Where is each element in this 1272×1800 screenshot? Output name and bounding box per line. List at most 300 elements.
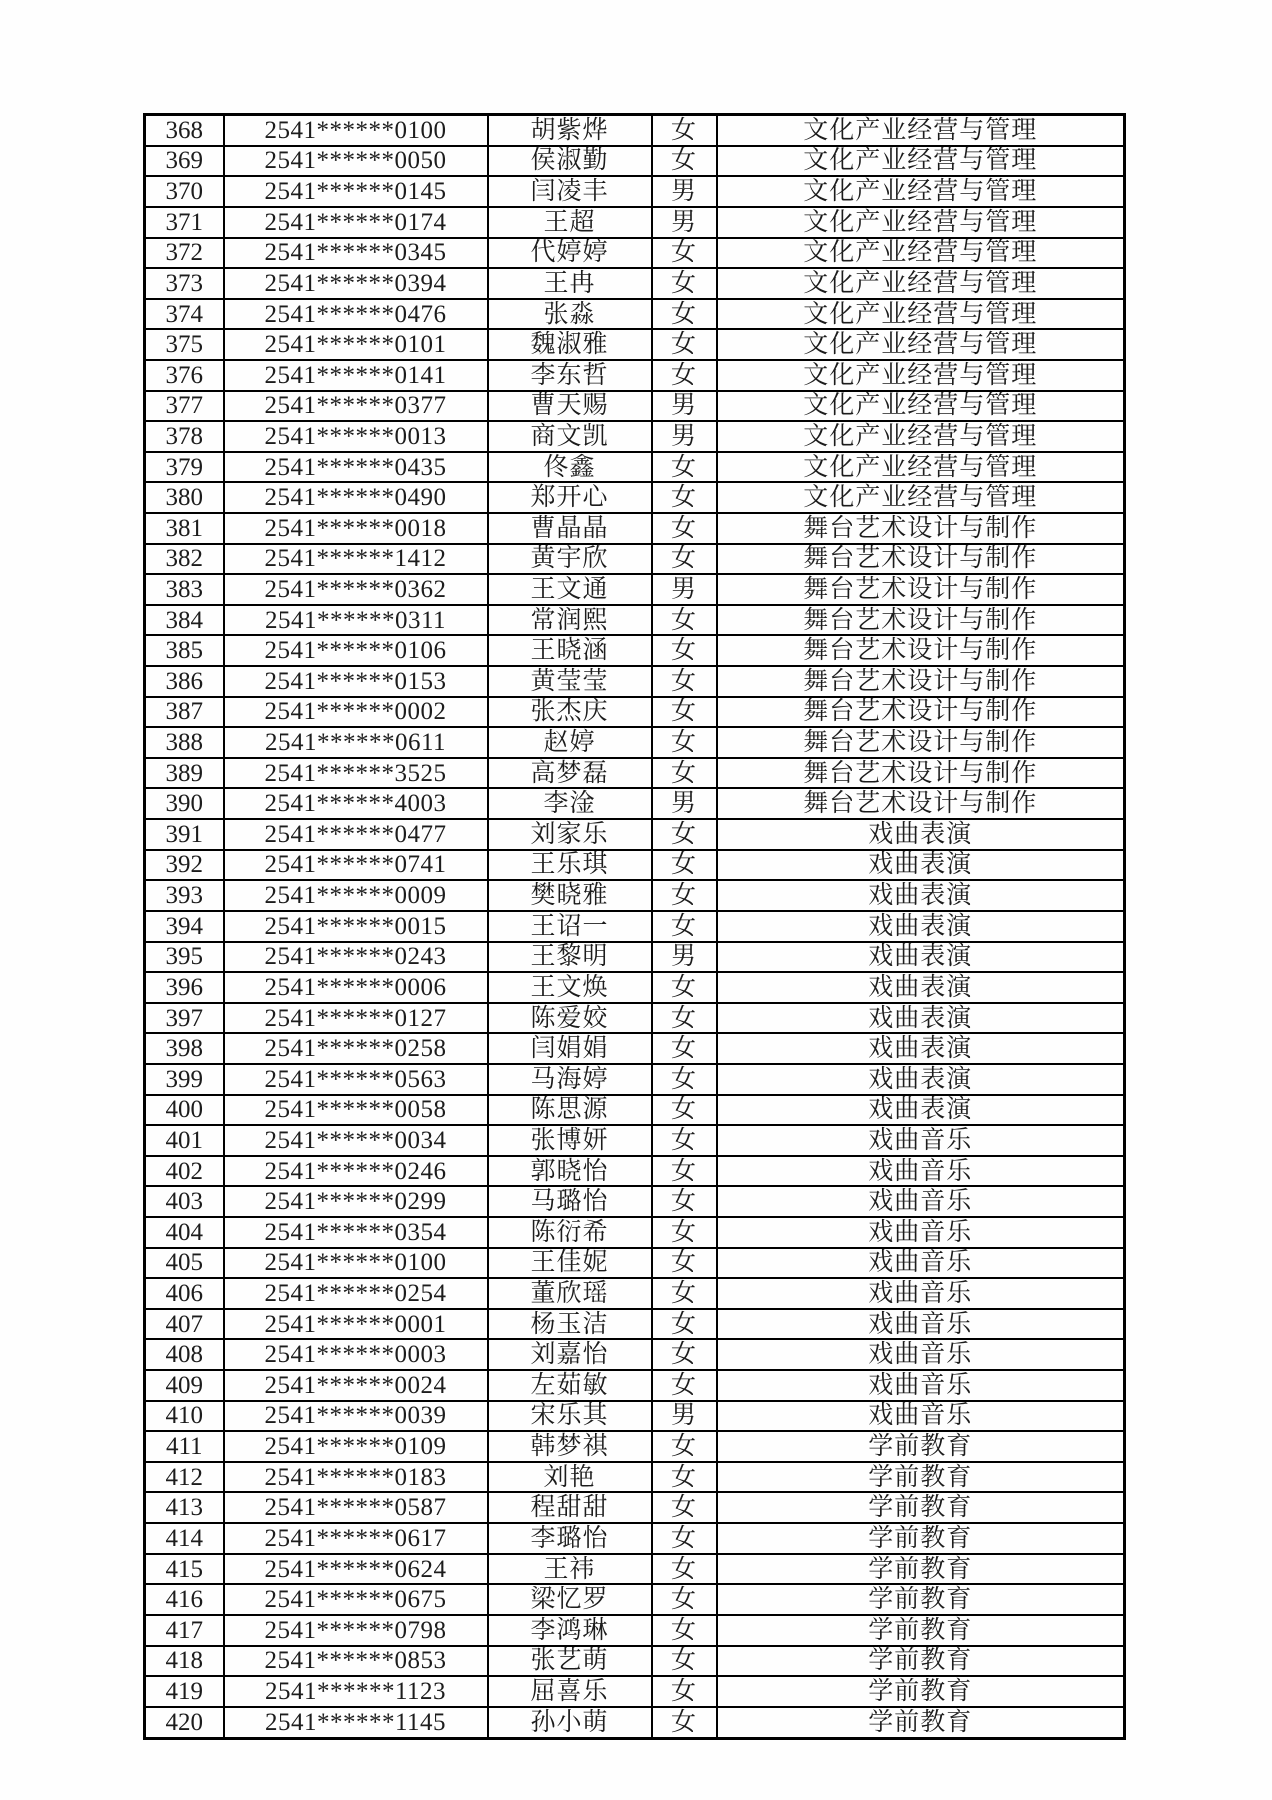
cell-student-name: 梁忆罗 xyxy=(488,1584,652,1615)
cell-row-number: 420 xyxy=(145,1707,224,1739)
cell-exam-id: 2541******0109 xyxy=(224,1431,488,1462)
cell-major: 戏曲表演 xyxy=(717,850,1125,881)
cell-exam-id: 2541******0362 xyxy=(224,574,488,605)
cell-exam-id: 2541******0587 xyxy=(224,1492,488,1523)
cell-major: 学前教育 xyxy=(717,1646,1125,1677)
cell-student-name: 左茹敏 xyxy=(488,1370,652,1401)
cell-gender: 女 xyxy=(652,972,717,1003)
cell-row-number: 406 xyxy=(145,1278,224,1309)
table-row xyxy=(145,911,1125,942)
cell-major: 戏曲音乐 xyxy=(717,1370,1125,1401)
cell-exam-id: 2541******0034 xyxy=(224,1125,488,1156)
cell-gender: 男 xyxy=(652,788,717,819)
cell-gender: 女 xyxy=(652,238,717,269)
cell-gender: 女 xyxy=(652,544,717,575)
cell-student-name: 侯淑勤 xyxy=(488,146,652,177)
cell-gender: 女 xyxy=(652,911,717,942)
cell-row-number: 419 xyxy=(145,1676,224,1707)
cell-exam-id: 2541******0354 xyxy=(224,1217,488,1248)
cell-row-number: 380 xyxy=(145,482,224,513)
table-row xyxy=(145,1646,1125,1677)
table-row xyxy=(145,1554,1125,1585)
cell-major: 舞台艺术设计与制作 xyxy=(717,666,1125,697)
cell-exam-id: 2541******4003 xyxy=(224,788,488,819)
cell-student-name: 商文凯 xyxy=(488,421,652,452)
cell-gender: 男 xyxy=(652,207,717,238)
cell-student-name: 刘艳 xyxy=(488,1462,652,1493)
table-row xyxy=(145,635,1125,666)
cell-row-number: 371 xyxy=(145,207,224,238)
table-row xyxy=(145,360,1125,391)
cell-exam-id: 2541******0394 xyxy=(224,268,488,299)
cell-gender: 女 xyxy=(652,115,717,146)
cell-row-number: 391 xyxy=(145,819,224,850)
cell-exam-id: 2541******0254 xyxy=(224,1278,488,1309)
cell-exam-id: 2541******0611 xyxy=(224,727,488,758)
cell-gender: 男 xyxy=(652,942,717,973)
cell-exam-id: 2541******1123 xyxy=(224,1676,488,1707)
cell-exam-id: 2541******0006 xyxy=(224,972,488,1003)
table-row xyxy=(145,1248,1125,1279)
cell-major: 戏曲表演 xyxy=(717,1064,1125,1095)
cell-student-name: 陈爱姣 xyxy=(488,1003,652,1034)
cell-exam-id: 2541******0311 xyxy=(224,605,488,636)
cell-student-name: 胡紫烨 xyxy=(488,115,652,146)
cell-gender: 女 xyxy=(652,1278,717,1309)
cell-exam-id: 2541******1145 xyxy=(224,1707,488,1739)
cell-exam-id: 2541******0490 xyxy=(224,482,488,513)
cell-student-name: 李璐怡 xyxy=(488,1523,652,1554)
cell-exam-id: 2541******0127 xyxy=(224,1003,488,1034)
table-row xyxy=(145,1676,1125,1707)
cell-row-number: 388 xyxy=(145,727,224,758)
cell-gender: 女 xyxy=(652,1370,717,1401)
cell-gender: 女 xyxy=(652,850,717,881)
cell-exam-id: 2541******0741 xyxy=(224,850,488,881)
table-row xyxy=(145,758,1125,789)
cell-exam-id: 2541******0058 xyxy=(224,1095,488,1126)
cell-major: 学前教育 xyxy=(717,1707,1125,1739)
cell-gender: 女 xyxy=(652,482,717,513)
cell-student-name: 闫凌丰 xyxy=(488,176,652,207)
table-row xyxy=(145,850,1125,881)
table-row xyxy=(145,1370,1125,1401)
cell-gender: 女 xyxy=(652,605,717,636)
cell-student-name: 曹天赐 xyxy=(488,391,652,422)
cell-gender: 女 xyxy=(652,1646,717,1677)
cell-gender: 女 xyxy=(652,1217,717,1248)
cell-major: 舞台艺术设计与制作 xyxy=(717,544,1125,575)
table-row xyxy=(145,207,1125,238)
cell-row-number: 372 xyxy=(145,238,224,269)
cell-exam-id: 2541******0345 xyxy=(224,238,488,269)
table-row xyxy=(145,697,1125,728)
table-row xyxy=(145,146,1125,177)
table-row xyxy=(145,513,1125,544)
cell-student-name: 王文焕 xyxy=(488,972,652,1003)
cell-exam-id: 2541******0039 xyxy=(224,1401,488,1432)
cell-row-number: 393 xyxy=(145,880,224,911)
cell-exam-id: 2541******0477 xyxy=(224,819,488,850)
cell-gender: 女 xyxy=(652,758,717,789)
cell-gender: 男 xyxy=(652,574,717,605)
cell-row-number: 395 xyxy=(145,942,224,973)
table-row xyxy=(145,727,1125,758)
cell-row-number: 378 xyxy=(145,421,224,452)
cell-exam-id: 2541******0183 xyxy=(224,1462,488,1493)
cell-major: 戏曲音乐 xyxy=(717,1339,1125,1370)
cell-student-name: 魏淑雅 xyxy=(488,329,652,360)
table-row xyxy=(145,1064,1125,1095)
cell-major: 文化产业经营与管理 xyxy=(717,391,1125,422)
cell-gender: 女 xyxy=(652,635,717,666)
cell-exam-id: 2541******0141 xyxy=(224,360,488,391)
cell-major: 戏曲音乐 xyxy=(717,1248,1125,1279)
cell-student-name: 王超 xyxy=(488,207,652,238)
cell-gender: 女 xyxy=(652,1186,717,1217)
cell-student-name: 屈喜乐 xyxy=(488,1676,652,1707)
table-row xyxy=(145,819,1125,850)
table-row xyxy=(145,1707,1125,1739)
cell-exam-id: 2541******0435 xyxy=(224,452,488,483)
cell-major: 戏曲表演 xyxy=(717,880,1125,911)
cell-major: 戏曲音乐 xyxy=(717,1125,1125,1156)
cell-gender: 女 xyxy=(652,697,717,728)
cell-major: 舞台艺术设计与制作 xyxy=(717,605,1125,636)
cell-row-number: 413 xyxy=(145,1492,224,1523)
cell-student-name: 王晓涵 xyxy=(488,635,652,666)
table-row xyxy=(145,1033,1125,1064)
cell-student-name: 张杰庆 xyxy=(488,697,652,728)
table-row xyxy=(145,574,1125,605)
cell-row-number: 374 xyxy=(145,299,224,330)
cell-gender: 女 xyxy=(652,1248,717,1279)
cell-exam-id: 2541******0853 xyxy=(224,1646,488,1677)
cell-gender: 女 xyxy=(652,513,717,544)
cell-major: 文化产业经营与管理 xyxy=(717,176,1125,207)
cell-row-number: 384 xyxy=(145,605,224,636)
cell-row-number: 390 xyxy=(145,788,224,819)
table-row xyxy=(145,176,1125,207)
table-row xyxy=(145,1431,1125,1462)
cell-student-name: 李东哲 xyxy=(488,360,652,391)
cell-student-name: 刘家乐 xyxy=(488,819,652,850)
table-row xyxy=(145,666,1125,697)
table-row xyxy=(145,482,1125,513)
table-row xyxy=(145,880,1125,911)
cell-exam-id: 2541******0101 xyxy=(224,329,488,360)
table-row xyxy=(145,1401,1125,1432)
table-row xyxy=(145,544,1125,575)
cell-row-number: 400 xyxy=(145,1095,224,1126)
cell-gender: 女 xyxy=(652,880,717,911)
cell-student-name: 王黎明 xyxy=(488,942,652,973)
cell-row-number: 394 xyxy=(145,911,224,942)
table-row xyxy=(145,1584,1125,1615)
cell-major: 学前教育 xyxy=(717,1431,1125,1462)
cell-major: 学前教育 xyxy=(717,1584,1125,1615)
cell-exam-id: 2541******0675 xyxy=(224,1584,488,1615)
cell-gender: 男 xyxy=(652,176,717,207)
cell-major: 戏曲表演 xyxy=(717,911,1125,942)
cell-student-name: 董欣瑶 xyxy=(488,1278,652,1309)
cell-student-name: 黄宇欣 xyxy=(488,544,652,575)
cell-row-number: 402 xyxy=(145,1156,224,1187)
table-row xyxy=(145,421,1125,452)
cell-student-name: 杨玉洁 xyxy=(488,1309,652,1340)
cell-major: 文化产业经营与管理 xyxy=(717,452,1125,483)
cell-major: 学前教育 xyxy=(717,1676,1125,1707)
cell-student-name: 宋乐其 xyxy=(488,1401,652,1432)
cell-row-number: 398 xyxy=(145,1033,224,1064)
table-row xyxy=(145,1125,1125,1156)
cell-row-number: 386 xyxy=(145,666,224,697)
cell-major: 戏曲音乐 xyxy=(717,1278,1125,1309)
cell-gender: 女 xyxy=(652,1462,717,1493)
cell-major: 戏曲表演 xyxy=(717,972,1125,1003)
cell-exam-id: 2541******0100 xyxy=(224,115,488,146)
cell-row-number: 369 xyxy=(145,146,224,177)
table-row xyxy=(145,329,1125,360)
table-row xyxy=(145,1492,1125,1523)
table-row xyxy=(145,1095,1125,1126)
cell-major: 戏曲音乐 xyxy=(717,1309,1125,1340)
cell-row-number: 379 xyxy=(145,452,224,483)
cell-row-number: 408 xyxy=(145,1339,224,1370)
cell-row-number: 412 xyxy=(145,1462,224,1493)
table-row xyxy=(145,1156,1125,1187)
cell-student-name: 张淼 xyxy=(488,299,652,330)
cell-gender: 女 xyxy=(652,1554,717,1585)
cell-exam-id: 2541******1412 xyxy=(224,544,488,575)
cell-student-name: 代婷婷 xyxy=(488,238,652,269)
cell-exam-id: 2541******0624 xyxy=(224,1554,488,1585)
table-row xyxy=(145,452,1125,483)
cell-gender: 女 xyxy=(652,1095,717,1126)
cell-major: 戏曲音乐 xyxy=(717,1401,1125,1432)
cell-gender: 女 xyxy=(652,666,717,697)
cell-gender: 男 xyxy=(652,421,717,452)
cell-major: 舞台艺术设计与制作 xyxy=(717,635,1125,666)
cell-exam-id: 2541******0246 xyxy=(224,1156,488,1187)
cell-exam-id: 2541******0798 xyxy=(224,1615,488,1646)
cell-major: 文化产业经营与管理 xyxy=(717,146,1125,177)
table-row xyxy=(145,1339,1125,1370)
cell-major: 舞台艺术设计与制作 xyxy=(717,697,1125,728)
cell-major: 舞台艺术设计与制作 xyxy=(717,758,1125,789)
cell-major: 戏曲音乐 xyxy=(717,1156,1125,1187)
cell-row-number: 407 xyxy=(145,1309,224,1340)
cell-major: 戏曲音乐 xyxy=(717,1186,1125,1217)
cell-row-number: 373 xyxy=(145,268,224,299)
cell-gender: 女 xyxy=(652,1431,717,1462)
cell-student-name: 张艺萌 xyxy=(488,1646,652,1677)
cell-exam-id: 2541******0258 xyxy=(224,1033,488,1064)
cell-exam-id: 2541******0153 xyxy=(224,666,488,697)
cell-row-number: 397 xyxy=(145,1003,224,1034)
cell-gender: 女 xyxy=(652,1033,717,1064)
cell-row-number: 389 xyxy=(145,758,224,789)
cell-student-name: 闫娟娟 xyxy=(488,1033,652,1064)
cell-gender: 女 xyxy=(652,1064,717,1095)
cell-row-number: 376 xyxy=(145,360,224,391)
cell-gender: 女 xyxy=(652,1707,717,1739)
admission-list-body xyxy=(145,115,1125,1739)
table-row xyxy=(145,299,1125,330)
cell-student-name: 王祎 xyxy=(488,1554,652,1585)
cell-gender: 女 xyxy=(652,299,717,330)
cell-row-number: 416 xyxy=(145,1584,224,1615)
cell-major: 文化产业经营与管理 xyxy=(717,482,1125,513)
cell-gender: 女 xyxy=(652,1492,717,1523)
cell-exam-id: 2541******0009 xyxy=(224,880,488,911)
cell-major: 文化产业经营与管理 xyxy=(717,421,1125,452)
cell-row-number: 368 xyxy=(145,115,224,146)
cell-gender: 女 xyxy=(652,1003,717,1034)
cell-gender: 女 xyxy=(652,727,717,758)
cell-row-number: 387 xyxy=(145,697,224,728)
cell-gender: 女 xyxy=(652,1339,717,1370)
cell-row-number: 401 xyxy=(145,1125,224,1156)
cell-student-name: 程甜甜 xyxy=(488,1492,652,1523)
cell-row-number: 381 xyxy=(145,513,224,544)
cell-student-name: 王文通 xyxy=(488,574,652,605)
cell-student-name: 马璐怡 xyxy=(488,1186,652,1217)
cell-exam-id: 2541******0003 xyxy=(224,1339,488,1370)
cell-student-name: 曹晶晶 xyxy=(488,513,652,544)
cell-major: 学前教育 xyxy=(717,1615,1125,1646)
cell-major: 文化产业经营与管理 xyxy=(717,329,1125,360)
cell-exam-id: 2541******0015 xyxy=(224,911,488,942)
cell-gender: 男 xyxy=(652,1401,717,1432)
cell-exam-id: 2541******0050 xyxy=(224,146,488,177)
cell-exam-id: 2541******0476 xyxy=(224,299,488,330)
cell-exam-id: 2541******0002 xyxy=(224,697,488,728)
cell-student-name: 陈衍希 xyxy=(488,1217,652,1248)
cell-gender: 女 xyxy=(652,1615,717,1646)
cell-student-name: 常润熙 xyxy=(488,605,652,636)
cell-row-number: 410 xyxy=(145,1401,224,1432)
cell-student-name: 陈思源 xyxy=(488,1095,652,1126)
table-row xyxy=(145,115,1125,146)
cell-student-name: 王诏一 xyxy=(488,911,652,942)
table-row xyxy=(145,942,1125,973)
cell-row-number: 403 xyxy=(145,1186,224,1217)
cell-major: 戏曲表演 xyxy=(717,1095,1125,1126)
table-row xyxy=(145,1523,1125,1554)
cell-row-number: 383 xyxy=(145,574,224,605)
cell-row-number: 405 xyxy=(145,1248,224,1279)
table-row xyxy=(145,1186,1125,1217)
cell-gender: 女 xyxy=(652,146,717,177)
cell-major: 学前教育 xyxy=(717,1492,1125,1523)
cell-exam-id: 2541******0243 xyxy=(224,942,488,973)
table-row xyxy=(145,788,1125,819)
cell-row-number: 415 xyxy=(145,1554,224,1585)
cell-gender: 女 xyxy=(652,1156,717,1187)
cell-exam-id: 2541******0018 xyxy=(224,513,488,544)
cell-major: 戏曲表演 xyxy=(717,1003,1125,1034)
table-row xyxy=(145,1278,1125,1309)
cell-gender: 女 xyxy=(652,452,717,483)
cell-student-name: 王冉 xyxy=(488,268,652,299)
cell-row-number: 414 xyxy=(145,1523,224,1554)
cell-student-name: 刘嘉怡 xyxy=(488,1339,652,1370)
cell-major: 戏曲表演 xyxy=(717,819,1125,850)
cell-major: 文化产业经营与管理 xyxy=(717,360,1125,391)
cell-exam-id: 2541******0100 xyxy=(224,1248,488,1279)
table-row xyxy=(145,391,1125,422)
cell-student-name: 黄莹莹 xyxy=(488,666,652,697)
cell-gender: 女 xyxy=(652,819,717,850)
cell-exam-id: 2541******0001 xyxy=(224,1309,488,1340)
cell-row-number: 399 xyxy=(145,1064,224,1095)
cell-row-number: 370 xyxy=(145,176,224,207)
cell-gender: 女 xyxy=(652,329,717,360)
cell-student-name: 佟鑫 xyxy=(488,452,652,483)
cell-major: 文化产业经营与管理 xyxy=(717,238,1125,269)
cell-major: 学前教育 xyxy=(717,1523,1125,1554)
table-row xyxy=(145,268,1125,299)
cell-student-name: 孙小萌 xyxy=(488,1707,652,1739)
admission-list-table xyxy=(143,113,1126,1740)
cell-major: 学前教育 xyxy=(717,1554,1125,1585)
cell-student-name: 韩梦祺 xyxy=(488,1431,652,1462)
cell-student-name: 郭晓怡 xyxy=(488,1156,652,1187)
cell-exam-id: 2541******0013 xyxy=(224,421,488,452)
cell-exam-id: 2541******0106 xyxy=(224,635,488,666)
table-row xyxy=(145,1615,1125,1646)
cell-row-number: 396 xyxy=(145,972,224,1003)
cell-exam-id: 2541******0174 xyxy=(224,207,488,238)
cell-student-name: 张博妍 xyxy=(488,1125,652,1156)
cell-row-number: 409 xyxy=(145,1370,224,1401)
table-row xyxy=(145,1217,1125,1248)
cell-major: 舞台艺术设计与制作 xyxy=(717,574,1125,605)
cell-row-number: 375 xyxy=(145,329,224,360)
cell-gender: 男 xyxy=(652,391,717,422)
cell-gender: 女 xyxy=(652,1309,717,1340)
cell-row-number: 417 xyxy=(145,1615,224,1646)
cell-gender: 女 xyxy=(652,1676,717,1707)
table-row xyxy=(145,972,1125,1003)
cell-student-name: 赵婷 xyxy=(488,727,652,758)
cell-major: 戏曲音乐 xyxy=(717,1217,1125,1248)
cell-major: 舞台艺术设计与制作 xyxy=(717,788,1125,819)
cell-gender: 女 xyxy=(652,1584,717,1615)
cell-major: 文化产业经营与管理 xyxy=(717,299,1125,330)
cell-row-number: 411 xyxy=(145,1431,224,1462)
table-row xyxy=(145,1003,1125,1034)
cell-major: 戏曲表演 xyxy=(717,1033,1125,1064)
cell-row-number: 418 xyxy=(145,1646,224,1677)
cell-row-number: 404 xyxy=(145,1217,224,1248)
table-row xyxy=(145,605,1125,636)
cell-row-number: 382 xyxy=(145,544,224,575)
cell-major: 舞台艺术设计与制作 xyxy=(717,727,1125,758)
cell-gender: 女 xyxy=(652,1523,717,1554)
cell-student-name: 王乐琪 xyxy=(488,850,652,881)
cell-student-name: 李鸿琳 xyxy=(488,1615,652,1646)
cell-student-name: 马海婷 xyxy=(488,1064,652,1095)
cell-major: 文化产业经营与管理 xyxy=(717,207,1125,238)
cell-gender: 女 xyxy=(652,268,717,299)
cell-exam-id: 2541******0024 xyxy=(224,1370,488,1401)
cell-student-name: 樊晓雅 xyxy=(488,880,652,911)
table-row xyxy=(145,1309,1125,1340)
table-row xyxy=(145,238,1125,269)
cell-exam-id: 2541******0563 xyxy=(224,1064,488,1095)
